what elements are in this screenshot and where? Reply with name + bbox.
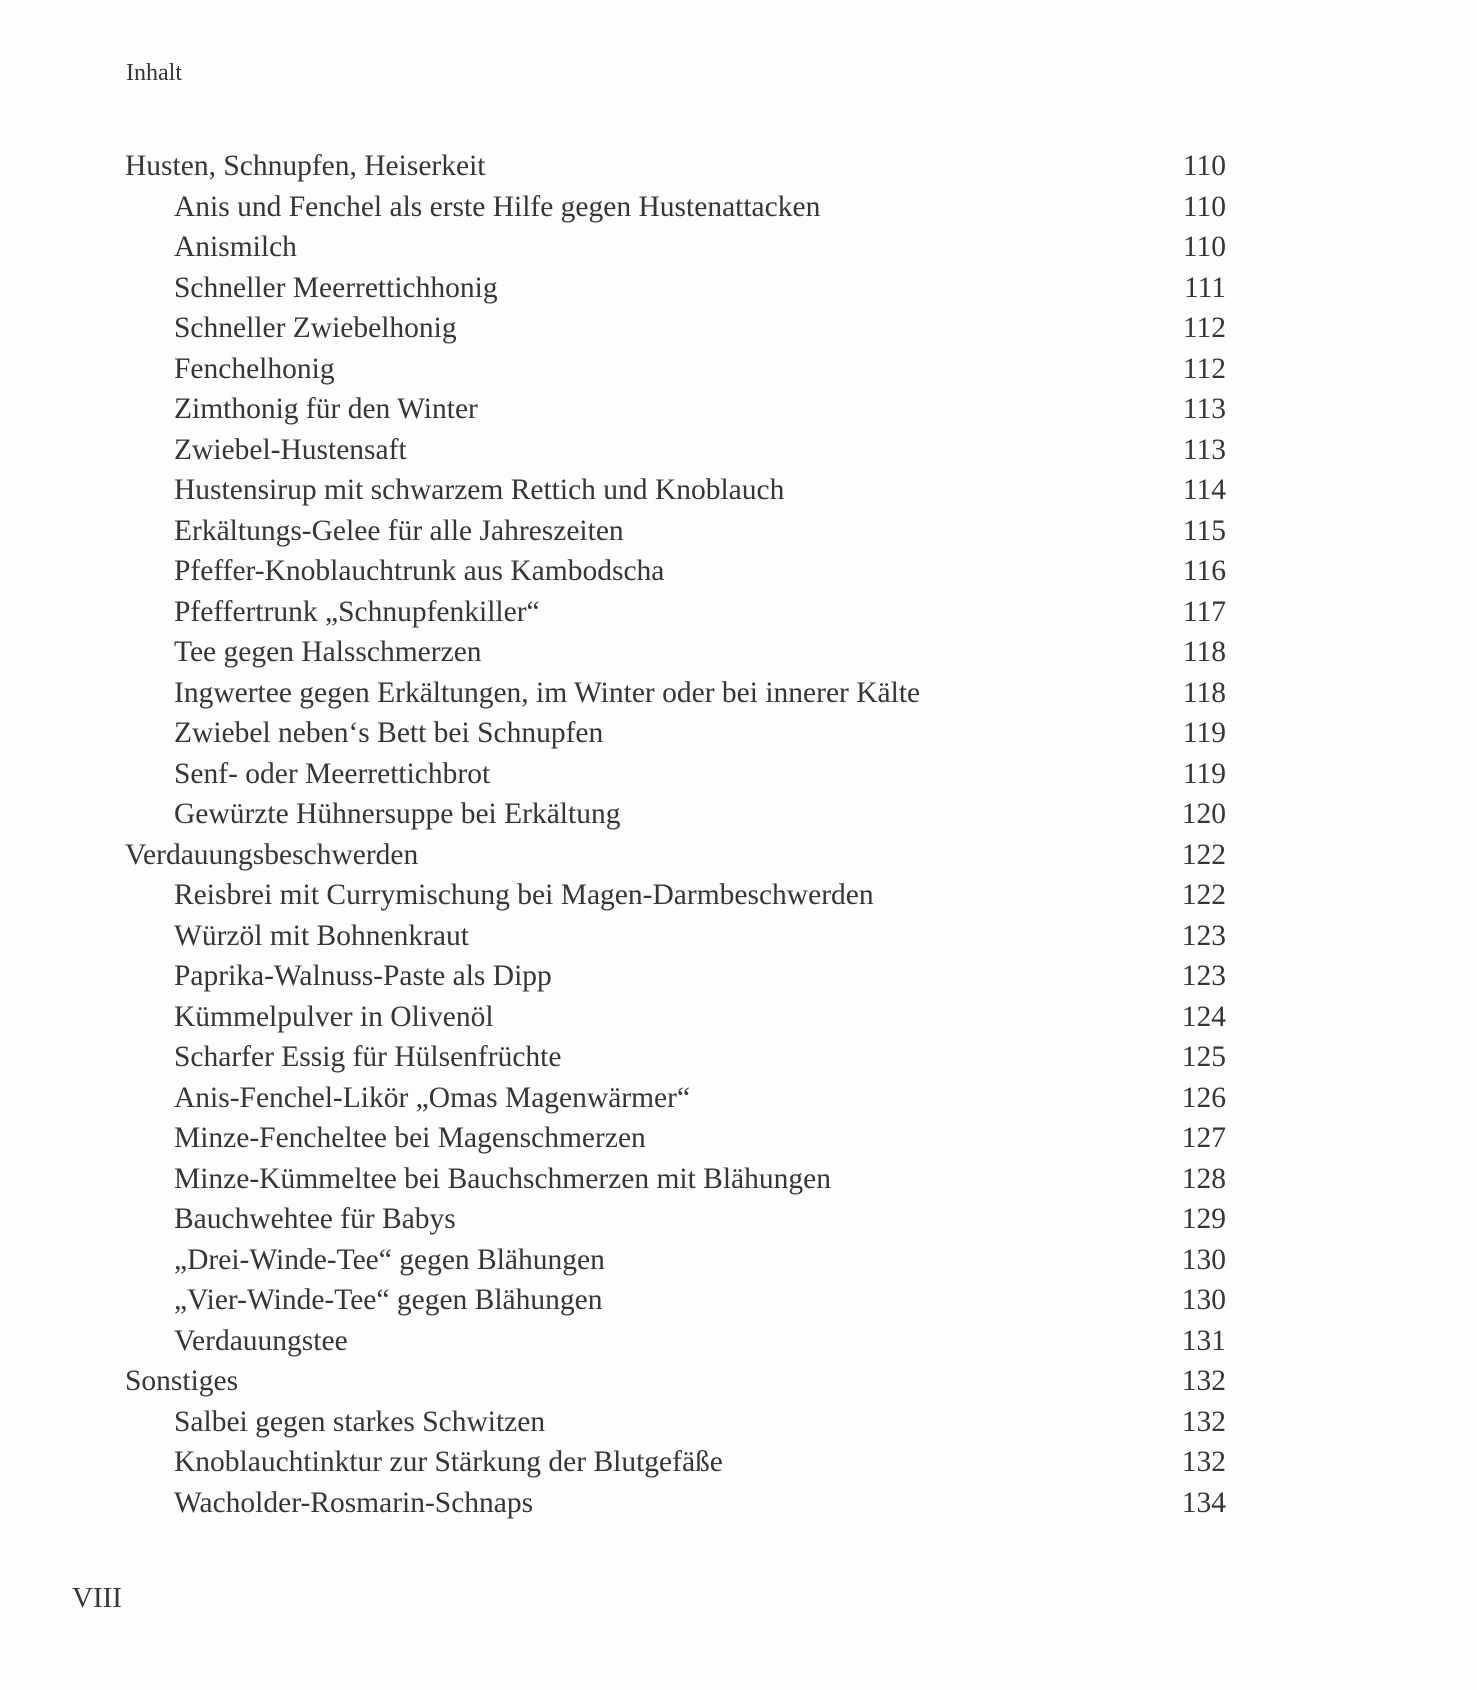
toc-entry-page: 113 [1182,393,1226,425]
toc-entry-title: Fenchelhonig [174,352,335,385]
toc-entry-title: Salbei gegen starkes Schwitzen [174,1405,546,1438]
toc-entry-page: 129 [1181,1203,1226,1235]
toc-entry-title: Anismilch [174,231,297,263]
toc-row [125,875,1226,916]
toc-row [125,1442,1226,1483]
toc-entry-title: Scharfer Essig für Hülsenfrüchte [174,1041,562,1073]
toc-entry-title: Husten, Schnupfen, Heiserkeit [125,150,486,182]
toc-row [125,794,1226,835]
toc-row [125,835,1226,876]
toc-entry-page: 111 [1183,271,1226,304]
toc-entry-page: 115 [1182,514,1226,547]
toc-entry-title: Kümmelpulver in Olivenöl [174,1000,494,1033]
toc-entry-page: 119 [1182,757,1226,790]
toc-row [125,673,1226,714]
toc-entry-page: 116 [1182,555,1226,587]
toc-entry-page: 110 [1182,190,1226,223]
toc-row [125,1199,1226,1240]
toc-row [125,1240,1226,1281]
toc-entry-title: Ingwertee gegen Erkältungen, im Winter oder bei innerer Kälte [174,676,921,709]
toc-entry-title: Zwiebel neben‘s Bett bei Schnupfen [174,717,604,749]
toc-row [125,227,1226,268]
toc-entry-page: 134 [1181,1486,1226,1519]
toc-entry-page: 110 [1182,231,1226,263]
toc-entry-page: 132 [1181,1405,1226,1438]
toc-row [125,997,1226,1038]
toc-entry-title: Anis und Fenchel als erste Hilfe gegen Hustenattacken [174,190,821,223]
toc-entry-title: Paprika-Walnuss-Paste als Dipp [174,960,552,992]
toc-row [125,430,1226,471]
toc-entry-title: Minze-Kümmeltee bei Bauchschmerzen mit Blähungen [174,1162,831,1195]
toc-entry-page: 123 [1181,960,1226,992]
page-number-folio: VIII [72,1582,122,1614]
toc-row [125,1361,1226,1402]
toc-row [125,187,1226,228]
toc-entry-page: 122 [1181,879,1226,911]
toc-entry-title: Würzöl mit Bohnenkraut [174,919,469,952]
toc-row [125,632,1226,673]
toc-row [125,1280,1226,1321]
toc-entry-title: Zwiebel-Hustensaft [174,433,407,466]
toc-row [125,1321,1226,1362]
toc-entry-title: Bauchwehtee für Babys [174,1203,456,1235]
toc-entry-page: 131 [1181,1324,1226,1357]
toc-entry-title: Pfeffer-Knoblauchtrunk aus Kambodscha [174,555,665,587]
toc-entry-title: Reisbrei mit Currymischung bei Magen-Darmbeschwerden [174,879,874,911]
toc-entry-title: Hustensirup mit schwarzem Rettich und Knoblauch [174,474,785,506]
toc-row [125,308,1226,349]
toc-row [125,1118,1226,1159]
toc-entry-page: 118 [1182,636,1226,668]
toc-entry-page: 130 [1181,1284,1226,1316]
toc-row [125,389,1226,430]
toc-entry-title: Sonstiges [125,1365,239,1397]
toc-entry-page: 117 [1182,595,1226,628]
toc-row [125,470,1226,511]
toc-entry-title: Tee gegen Halsschmerzen [174,636,482,668]
toc-entry-title: Minze-Fencheltee bei Magenschmerzen [174,1122,646,1154]
toc-entry-title: Zimthonig für den Winter [174,393,478,425]
toc-entry-page: 122 [1181,838,1226,871]
toc-row [125,1159,1226,1200]
toc-entry-title: Schneller Zwiebelhonig [174,312,457,344]
toc-entry-title: Pfeffertrunk „Schnupfenkiller“ [174,595,540,628]
toc-entry-title: Schneller Meerrettichhonig [174,271,498,304]
toc-entry-page: 112 [1182,352,1226,385]
toc-entry-page: 128 [1181,1162,1226,1195]
toc-row [125,713,1226,754]
toc-row [125,916,1226,957]
toc-entry-page: 119 [1182,717,1226,749]
toc-row [125,956,1226,997]
toc-row [125,146,1226,187]
toc-entry-title: Knoblauchtinktur zur Stärkung der Blutgefäße [174,1446,723,1478]
toc-entry-title: Gewürzte Hühnersuppe bei Erkältung [174,798,621,830]
toc-row [125,754,1226,795]
toc-row [125,592,1226,633]
toc-entry-page: 125 [1181,1041,1226,1073]
toc-entry-page: 124 [1181,1000,1226,1033]
toc-entry-page: 113 [1182,433,1226,466]
toc-entry-title: Verdauungstee [174,1324,348,1357]
toc-entry-title: „Vier-Winde-Tee“ gegen Blähungen [174,1284,603,1316]
toc-entry-page: 120 [1181,798,1226,830]
toc-entry-page: 130 [1181,1243,1226,1276]
toc-entry-page: 126 [1181,1081,1226,1114]
toc-row [125,1483,1226,1524]
toc-entry-page: 127 [1181,1122,1226,1154]
toc-row [125,268,1226,309]
toc-row [125,511,1226,552]
toc-list [125,146,1226,1523]
toc-entry-page: 132 [1181,1365,1226,1397]
toc-entry-title: Senf- oder Meerrettichbrot [174,757,491,790]
toc-entry-title: Erkältungs-Gelee für alle Jahreszeiten [174,514,624,547]
toc-row [125,1037,1226,1078]
toc-entry-page: 112 [1182,312,1226,344]
toc-entry-page: 114 [1182,474,1226,506]
toc-entry-page: 132 [1181,1446,1226,1478]
toc-row [125,1078,1226,1119]
toc-row [125,349,1226,390]
toc-entry-title: Anis-Fenchel-Likör „Omas Magenwärmer“ [174,1081,691,1114]
toc-entry-title: „Drei-Winde-Tee“ gegen Blähungen [174,1243,605,1276]
toc-entry-title: Wacholder-Rosmarin-Schnaps [174,1486,534,1519]
running-header: Inhalt [126,60,182,86]
toc-entry-page: 110 [1182,150,1226,182]
toc-entry-title: Verdauungsbeschwerden [125,838,419,871]
toc-row [125,551,1226,592]
toc-entry-page: 123 [1181,919,1226,952]
toc-row [125,1402,1226,1443]
toc-entry-page: 118 [1182,676,1226,709]
